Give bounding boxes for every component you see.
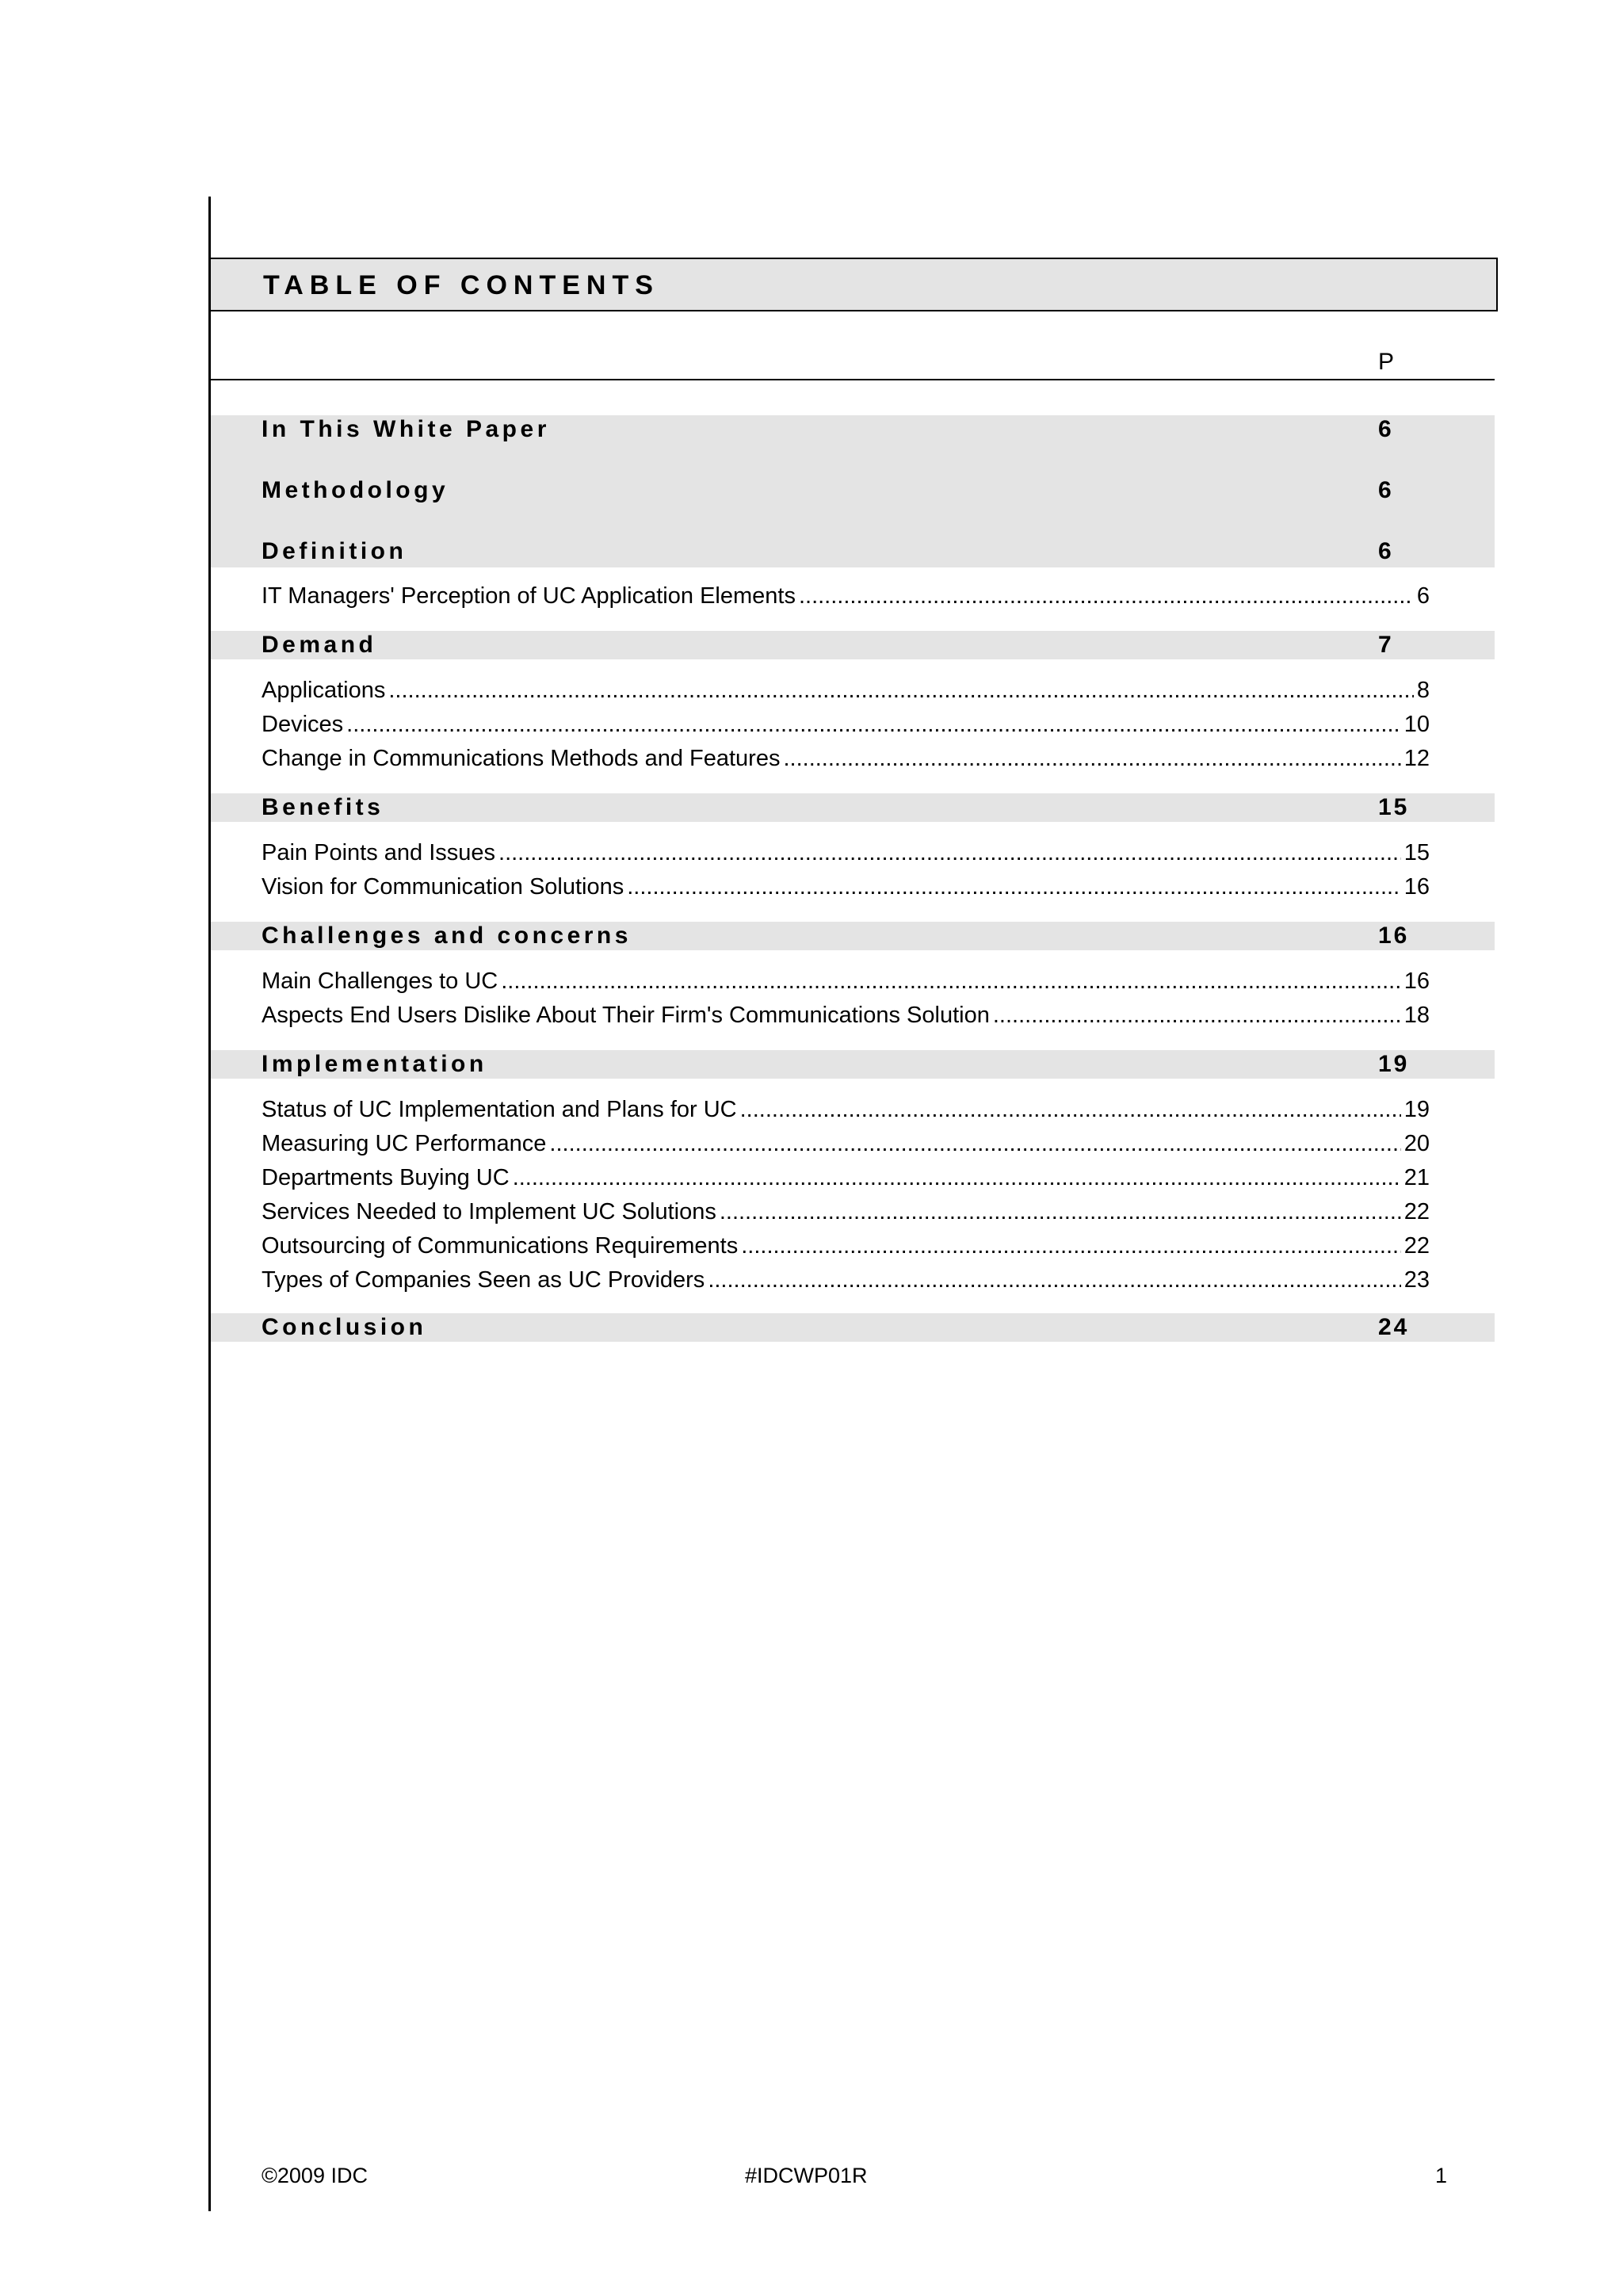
entry-title: Measuring UC Performance <box>262 1131 547 1156</box>
toc-section[interactable] <box>211 414 1495 445</box>
entry-title: Outsourcing of Communications Requirements <box>262 1233 739 1259</box>
section-title: Definition <box>262 538 407 564</box>
dot-leader <box>740 1093 1401 1126</box>
toc-section[interactable] <box>211 792 1495 823</box>
section-page-number: 6 <box>1378 477 1394 503</box>
section-page-number: 15 <box>1378 794 1410 820</box>
entry-page-number: 16 <box>1403 874 1430 900</box>
toc-section[interactable] <box>211 920 1495 952</box>
entry-title: Change in Communications Methods and Features <box>262 746 781 771</box>
entry-page-number: 6 <box>1416 583 1430 609</box>
dot-leader <box>708 1263 1400 1297</box>
section-page-number: 19 <box>1378 1051 1410 1077</box>
toc-section[interactable] <box>211 1049 1495 1080</box>
toc-entry[interactable] <box>262 965 1430 998</box>
toc-entry[interactable] <box>262 708 1430 741</box>
entry-title: Devices <box>262 712 344 737</box>
entry-page-number: 21 <box>1403 1165 1430 1190</box>
section-title: Challenges and concerns <box>262 923 632 949</box>
dot-leader <box>783 742 1400 775</box>
dot-leader <box>741 1229 1401 1263</box>
section-title: Demand <box>262 632 377 658</box>
toc-section[interactable] <box>211 536 1495 567</box>
entry-page-number: 10 <box>1403 712 1430 737</box>
section-page-number: 16 <box>1378 923 1410 949</box>
dot-leader <box>501 965 1401 998</box>
toc-section[interactable] <box>211 1312 1495 1343</box>
section-page-number: 6 <box>1378 538 1394 564</box>
entry-title: Services Needed to Implement UC Solutions <box>262 1199 716 1224</box>
toc-entry[interactable] <box>262 742 1430 775</box>
dot-leader <box>549 1127 1400 1160</box>
dot-leader <box>720 1195 1401 1228</box>
dot-leader <box>498 836 1401 869</box>
entry-page-number: 19 <box>1403 1097 1430 1122</box>
entry-title: Pain Points and Issues <box>262 840 496 865</box>
entry-page-number: 22 <box>1403 1233 1430 1259</box>
toc-entry[interactable] <box>262 1093 1430 1126</box>
entry-title: Departments Buying UC <box>262 1165 510 1190</box>
toc-entry[interactable] <box>262 1263 1430 1297</box>
toc-entry[interactable] <box>262 999 1430 1032</box>
dot-leader <box>627 870 1400 904</box>
entry-page-number: 15 <box>1403 840 1430 865</box>
section-page-number: 24 <box>1378 1314 1410 1340</box>
dot-leader <box>346 708 1401 741</box>
footer-copyright: ©2009 IDC <box>262 2164 368 2187</box>
entry-page-number: 20 <box>1403 1131 1430 1156</box>
entry-title: Types of Companies Seen as UC Providers <box>262 1267 705 1293</box>
entry-page-number: 8 <box>1416 678 1430 703</box>
entry-page-number: 16 <box>1403 968 1430 994</box>
entry-title: Vision for Communication Solutions <box>262 874 624 900</box>
dot-leader <box>993 999 1401 1032</box>
entry-title: Status of UC Implementation and Plans for UC <box>262 1097 737 1122</box>
footer-document-id: #IDCWP01R <box>745 2164 868 2187</box>
dot-leader <box>513 1161 1401 1194</box>
toc-list <box>211 0 1495 2296</box>
entry-page-number: 22 <box>1403 1199 1430 1224</box>
section-title: Methodology <box>262 477 449 503</box>
dot-leader <box>388 674 1413 707</box>
entry-page-number: 12 <box>1403 746 1430 771</box>
dot-leader <box>799 579 1414 613</box>
toc-entry[interactable] <box>262 1161 1430 1194</box>
toc-title: TABLE OF CONTENTS <box>263 270 659 300</box>
toc-entry[interactable] <box>262 1127 1430 1160</box>
section-title: In This White Paper <box>262 416 550 442</box>
toc-entry[interactable] <box>262 836 1430 869</box>
toc-entry[interactable] <box>262 870 1430 904</box>
toc-section[interactable] <box>211 629 1495 661</box>
entry-title: Applications <box>262 678 386 703</box>
toc-section[interactable] <box>211 475 1495 506</box>
section-title: Benefits <box>262 794 384 820</box>
section-page-number: 7 <box>1378 632 1394 658</box>
entry-title: IT Managers' Perception of UC Application Elements <box>262 583 796 609</box>
entry-page-number: 23 <box>1403 1267 1430 1293</box>
toc-entry[interactable] <box>262 579 1430 613</box>
entry-title: Main Challenges to UC <box>262 968 498 994</box>
section-title: Conclusion <box>262 1314 427 1340</box>
toc-entry[interactable] <box>262 1195 1430 1228</box>
entry-page-number: 18 <box>1403 1003 1430 1028</box>
section-title: Implementation <box>262 1051 487 1077</box>
footer-page-number: 1 <box>1435 2164 1448 2187</box>
toc-entry[interactable] <box>262 674 1430 707</box>
entry-title: Aspects End Users Dislike About Their Firm's Communications Solution <box>262 1003 990 1028</box>
toc-entry[interactable] <box>262 1229 1430 1263</box>
section-page-number: 6 <box>1378 416 1394 442</box>
page-column-label: P <box>1378 349 1395 375</box>
